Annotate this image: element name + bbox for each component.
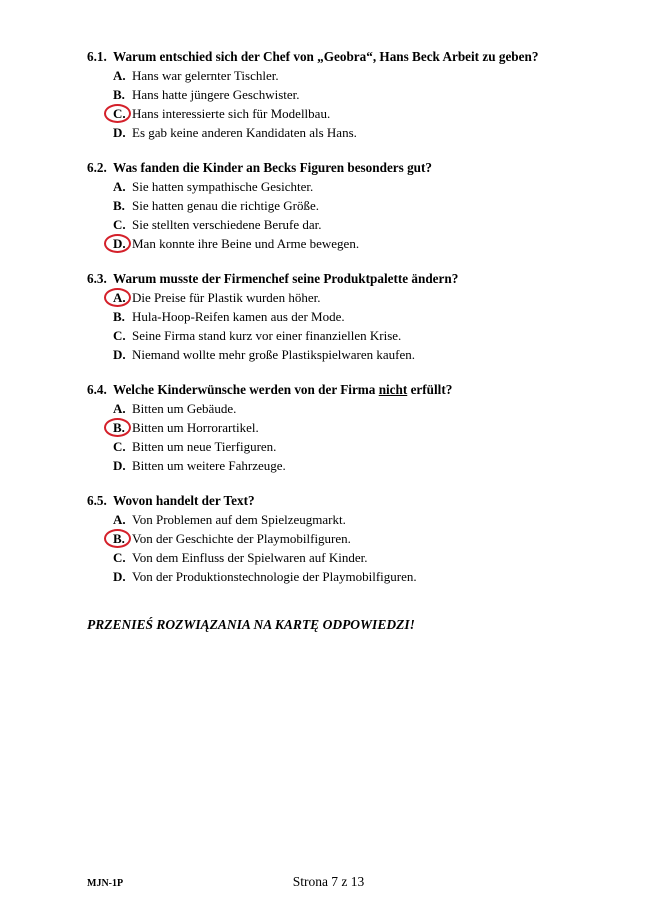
option-letter: A. xyxy=(113,401,126,416)
option-letter: D. xyxy=(113,125,126,140)
option-text: Niemand wollte mehr große Plastikspielwaren kaufen. xyxy=(132,347,416,362)
option-letter: A. xyxy=(113,179,126,194)
option-letter: B. xyxy=(113,87,125,102)
question-text: erfüllt? xyxy=(410,382,453,397)
answer-options xyxy=(87,399,647,475)
answer-option-a[interactable] xyxy=(87,510,647,529)
question-number: 6.4. xyxy=(87,382,107,397)
answer-option-c[interactable] xyxy=(87,326,647,345)
question-number: 6.1. xyxy=(87,49,107,64)
option-letter: D. xyxy=(113,236,126,251)
question-text-emphasis: nicht xyxy=(378,382,408,397)
answer-option-c[interactable] xyxy=(87,548,647,567)
question-6-1 xyxy=(87,47,647,142)
option-letter: C. xyxy=(113,217,126,232)
page-number: Strona 7 z 13 xyxy=(292,874,365,889)
answer-option-a[interactable] xyxy=(87,66,647,85)
answer-option-a[interactable] xyxy=(87,177,647,196)
answer-option-b[interactable] xyxy=(87,307,647,326)
answer-option-a[interactable] xyxy=(87,288,647,307)
question-number: 6.5. xyxy=(87,493,107,508)
exam-code: MJN-1P xyxy=(87,878,124,889)
transfer-answers-instruction: PRZENIEŚ ROZWIĄZANIA NA KARTĘ ODPOWIEDZI! xyxy=(87,617,415,632)
option-letter: C. xyxy=(113,328,126,343)
question-title xyxy=(87,491,647,510)
answer-option-d[interactable] xyxy=(87,567,647,586)
option-letter: D. xyxy=(113,347,126,362)
answer-options xyxy=(87,66,647,142)
option-letter: C. xyxy=(113,550,126,565)
answer-option-b[interactable] xyxy=(87,196,647,215)
option-text: Die Preise für Plastik wurden höher. xyxy=(132,290,321,305)
answer-option-b[interactable] xyxy=(87,85,647,104)
question-number: 6.2. xyxy=(87,160,107,175)
option-letter: B. xyxy=(113,531,125,546)
question-text: Wovon handelt der Text? xyxy=(113,493,255,508)
option-letter: D. xyxy=(113,569,126,584)
answer-option-d[interactable] xyxy=(87,456,647,475)
option-text: Sie hatten genau die richtige Größe. xyxy=(132,198,319,213)
option-text: Hans war gelernter Tischler. xyxy=(132,68,279,83)
option-text: Von der Produktionstechnologie der Playmobilfiguren. xyxy=(132,569,417,584)
option-text: Von dem Einfluss der Spielwaren auf Kinder. xyxy=(132,550,368,565)
answer-option-d[interactable] xyxy=(87,234,647,253)
question-6-3 xyxy=(87,269,647,364)
answer-option-c[interactable] xyxy=(87,437,647,456)
option-text: Es gab keine anderen Kandidaten als Hans. xyxy=(132,125,357,140)
option-letter: C. xyxy=(113,106,126,121)
answer-option-d[interactable] xyxy=(87,123,647,142)
question-text: Welche Kinderwünsche werden von der Firma xyxy=(113,382,376,397)
option-text: Hula-Hoop-Reifen kamen aus der Mode. xyxy=(132,309,345,324)
option-letter: D. xyxy=(113,458,126,473)
question-text: Warum musste der Firmenchef seine Produktpalette ändern? xyxy=(113,271,459,286)
question-title xyxy=(87,269,647,288)
question-text: Was fanden die Kinder an Becks Figuren besonders gut? xyxy=(113,160,432,175)
question-6-4 xyxy=(87,380,647,475)
option-letter: B. xyxy=(113,198,125,213)
answer-options xyxy=(87,177,647,253)
option-text: Bitten um neue Tierfiguren. xyxy=(132,439,277,454)
option-text: Bitten um Gebäude. xyxy=(132,401,237,416)
option-text: Von Problemen auf dem Spielzeugmarkt. xyxy=(132,512,346,527)
option-text: Seine Firma stand kurz vor einer finanziellen Krise. xyxy=(132,328,402,343)
answer-option-b[interactable] xyxy=(87,418,647,437)
option-letter: A. xyxy=(113,290,126,305)
option-letter: C. xyxy=(113,439,126,454)
answer-option-c[interactable] xyxy=(87,215,647,234)
answer-options xyxy=(87,288,647,364)
question-title xyxy=(87,158,647,177)
answer-option-c[interactable] xyxy=(87,104,647,123)
option-text: Man konnte ihre Beine und Arme bewegen. xyxy=(132,236,360,251)
question-6-2 xyxy=(87,158,647,253)
option-text: Hans interessierte sich für Modellbau. xyxy=(132,106,331,121)
option-text: Bitten um weitere Fahrzeuge. xyxy=(132,458,286,473)
option-text: Von der Geschichte der Playmobilfiguren. xyxy=(132,531,351,546)
option-text: Sie hatten sympathische Gesichter. xyxy=(132,179,314,194)
option-text: Hans hatte jüngere Geschwister. xyxy=(132,87,300,102)
answer-option-a[interactable] xyxy=(87,399,647,418)
answer-options xyxy=(87,510,647,586)
question-title xyxy=(87,380,647,399)
answer-option-d[interactable] xyxy=(87,345,647,364)
option-letter: B. xyxy=(113,420,125,435)
option-letter: A. xyxy=(113,512,126,527)
question-text: Warum entschied sich der Chef von „Geobra“, Hans Beck Arbeit zu geben? xyxy=(113,49,539,64)
question-6-5 xyxy=(87,491,647,586)
option-letter: B. xyxy=(113,309,125,324)
option-letter: A. xyxy=(113,68,126,83)
option-text: Sie stellten verschiedene Berufe dar. xyxy=(132,217,322,232)
answer-option-b[interactable] xyxy=(87,529,647,548)
option-text: Bitten um Horrorartikel. xyxy=(132,420,259,435)
question-number: 6.3. xyxy=(87,271,107,286)
question-title xyxy=(87,47,647,66)
